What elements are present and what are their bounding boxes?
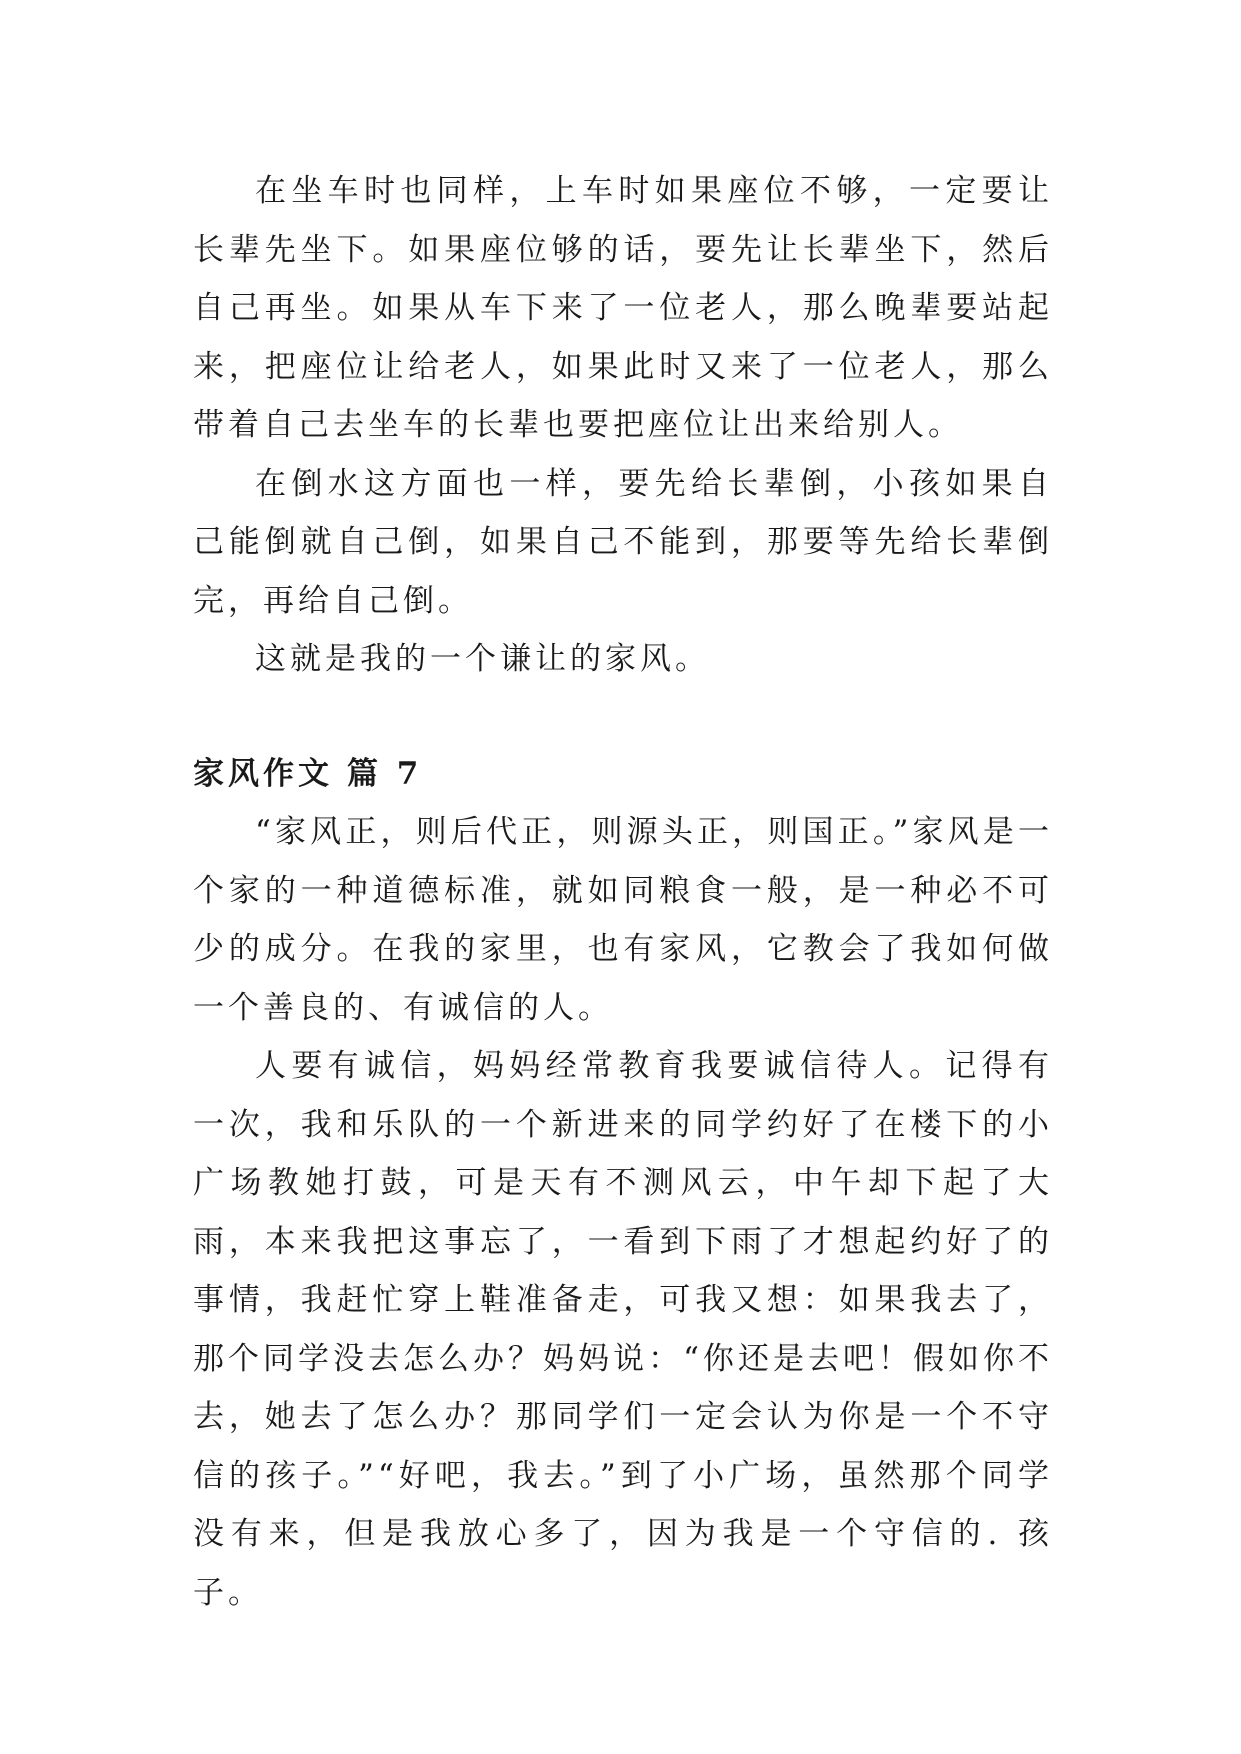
section-number: 篇 7 [347, 755, 423, 792]
paragraph: “家风正，则后代正，则源头正，则国正。”家风是一个家的一种道德标准，就如同粮食一般，是一种必不可少的成分。在我的家里，也有家风，它教会了我如何做一个善良的、有诚信的人。 [193, 814, 1053, 1026]
paragraph: 在坐车时也同样，上车时如果座位不够，一定要让长辈先坐下。如果座位够的话，要先让长辈坐下，然后自己再坐。如果从车下来了一位老人，那么晚辈要站起来，把座位让给老人，如果此时又来了一位老人，那么带着自己去坐车的长辈也要把座位让出来给别人。 [193, 173, 1053, 443]
paragraph: 人要有诚信，妈妈经常教育我要诚信待人。记得有一次，我和乐队的一个新进来的同学约好了在楼下的小广场教她打鼓，可是天有不测风云，中午却下起了大雨，本来我把这事忘了，一看到下雨了才想起约好了的事情，我赶忙穿上鞋准备走，可我又想：如果我去了，那个同学没去怎么办？妈妈说：“你还是去吧！假如你不去，她去了怎么办？那同学们一定会认为你是一个不守信的孩子。”“好吧，我去。”到了小广场，虽然那个同学没有来，但是我放心多了，因为我是一个守信的. 孩子。 [193, 1048, 1053, 1611]
paragraph: 这就是我的一个谦让的家风。 [255, 641, 710, 677]
section-spacer [193, 689, 1053, 745]
document-body [193, 162, 1053, 1622]
section-title: 家风作文 [193, 755, 333, 792]
section-heading [193, 745, 1053, 804]
paragraph: 在倒水这方面也一样，要先给长辈倒，小孩如果自己能倒就自己倒，如果自己不能到，那要等先给长辈倒完，再给自己倒。 [193, 465, 1053, 619]
